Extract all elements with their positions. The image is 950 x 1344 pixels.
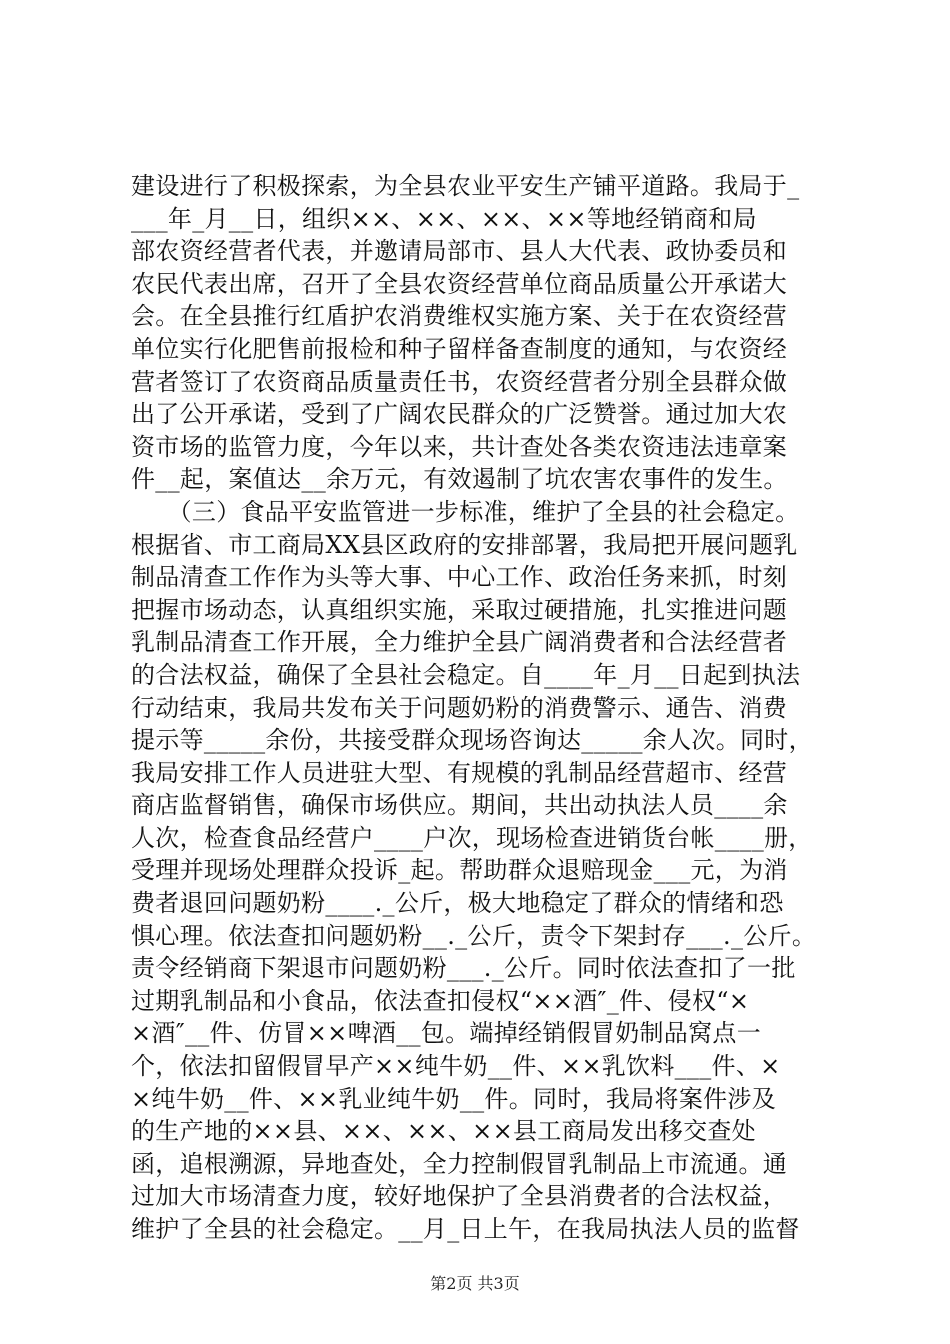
page-number-label: 第2页 共3页 [430,1274,520,1293]
document-body [131,170,836,1246]
text-line: 制品清查工作作为头等大事、中心工作、政治任务来抓，时刻 [131,563,788,592]
text-line: 的生产地的××县、××、××、××县工商局发出移交查处 [131,1117,756,1146]
text-line: ×酒″__件、仿冒××啤酒__包。端掉经销假冒奶制品窝点一 [131,1019,761,1048]
text-line: 农民代表出席，召开了全县农资经营单位商品质量公开承诺大 [131,269,788,298]
section-heading-line: （三）食品平安监管进一步标准，维护了全县的社会稳定。 [131,497,800,526]
text-line: 营者签订了农资商品质量责任书，农资经营者分别全县群众做 [131,367,788,396]
text-line: 出了公开承诺，受到了广阔农民群众的广泛赞誉。通过加大农 [131,400,788,429]
text-line: 行动结束，我局共发布关于问题奶粉的消费警示、通告、消费 [131,693,788,722]
text-line: 建设进行了积极探索，为全县农业平安生产铺平道路。我局于_ [131,172,800,200]
text-line: 函，追根溯源，异地查处，全力控制假冒乳制品上市流通。通 [131,1149,788,1178]
text-line: 个，依法扣留假冒早产××纯牛奶__件、××乳饮料___件、× [131,1052,781,1081]
text-line: 部农资经营者代表，并邀请局部市、县人大代表、政协委员和 [131,237,788,266]
page-footer [0,1271,950,1294]
text-line: 惧心理。依法查扣问题奶粉__._公斤，责令下架封存___._公斤。 [131,921,817,950]
text-line: 维护了全县的社会稳定。__月_日上午，在我局执法人员的监督 [131,1215,800,1243]
text-line: 过加大市场清查力度，较好地保护了全县消费者的合法权益， [131,1182,788,1211]
text-line: 单位实行化肥售前报检和种子留样备查制度的通知，与农资经 [131,334,788,363]
text-line: 责令经销商下架退市问题奶粉___._公斤。同时依法查扣了一批 [131,954,796,983]
text-line: 乳制品清查工作开展，全力维护全县广阔消费者和合法经营者 [131,628,788,657]
text-line: ×纯牛奶__件、××乳业纯牛奶__件。同时，我局将案件涉及 [131,1084,777,1113]
text-line: 的合法权益，确保了全县社会稳定。自____年_月__日起到执法 [131,660,801,689]
text-line: 我局安排工作人员进驻大型、有规模的乳制品经营超市、经营 [131,758,788,787]
text-line: 过期乳制品和小食品，依法查扣侵权“××酒″_件、侵权“× [131,986,750,1015]
text-line: 商店监督销售，确保市场供应。期间，共出动执法人员____余 [131,791,788,820]
text-line: 件__起，案值达__余万元，有效遏制了坑农害农事件的发生。 [131,465,788,494]
text-line: 费者退回问题奶粉____._公斤，极大地稳定了群众的情绪和恐 [131,889,784,918]
text-line: 提示等_____余份，共接受群众现场咨询达_____余人次。同时， [131,726,813,755]
text-line: 把握市场动态，认真组织实施，采取过硬措施，扎实推进问题 [131,595,788,624]
text-line: 根据省、市工商局XX县区政府的安排部署，我局把开展问题乳 [131,530,798,559]
text-line: ___年_月__日，组织××、××、××、××等地经销商和局 [131,204,757,233]
text-line: 受理并现场处理群众投诉_起。帮助群众退赔现金___元，为消 [131,856,788,885]
text-line: 资市场的监管力度，今年以来，共计查处各类农资违法违章案 [131,432,788,461]
text-line: 人次，检查食品经营户____户次，现场检查进销货台帐____册， [131,823,813,852]
text-line: 会。在全县推行红盾护农消费维权实施方案、关于在农资经营 [131,302,788,331]
